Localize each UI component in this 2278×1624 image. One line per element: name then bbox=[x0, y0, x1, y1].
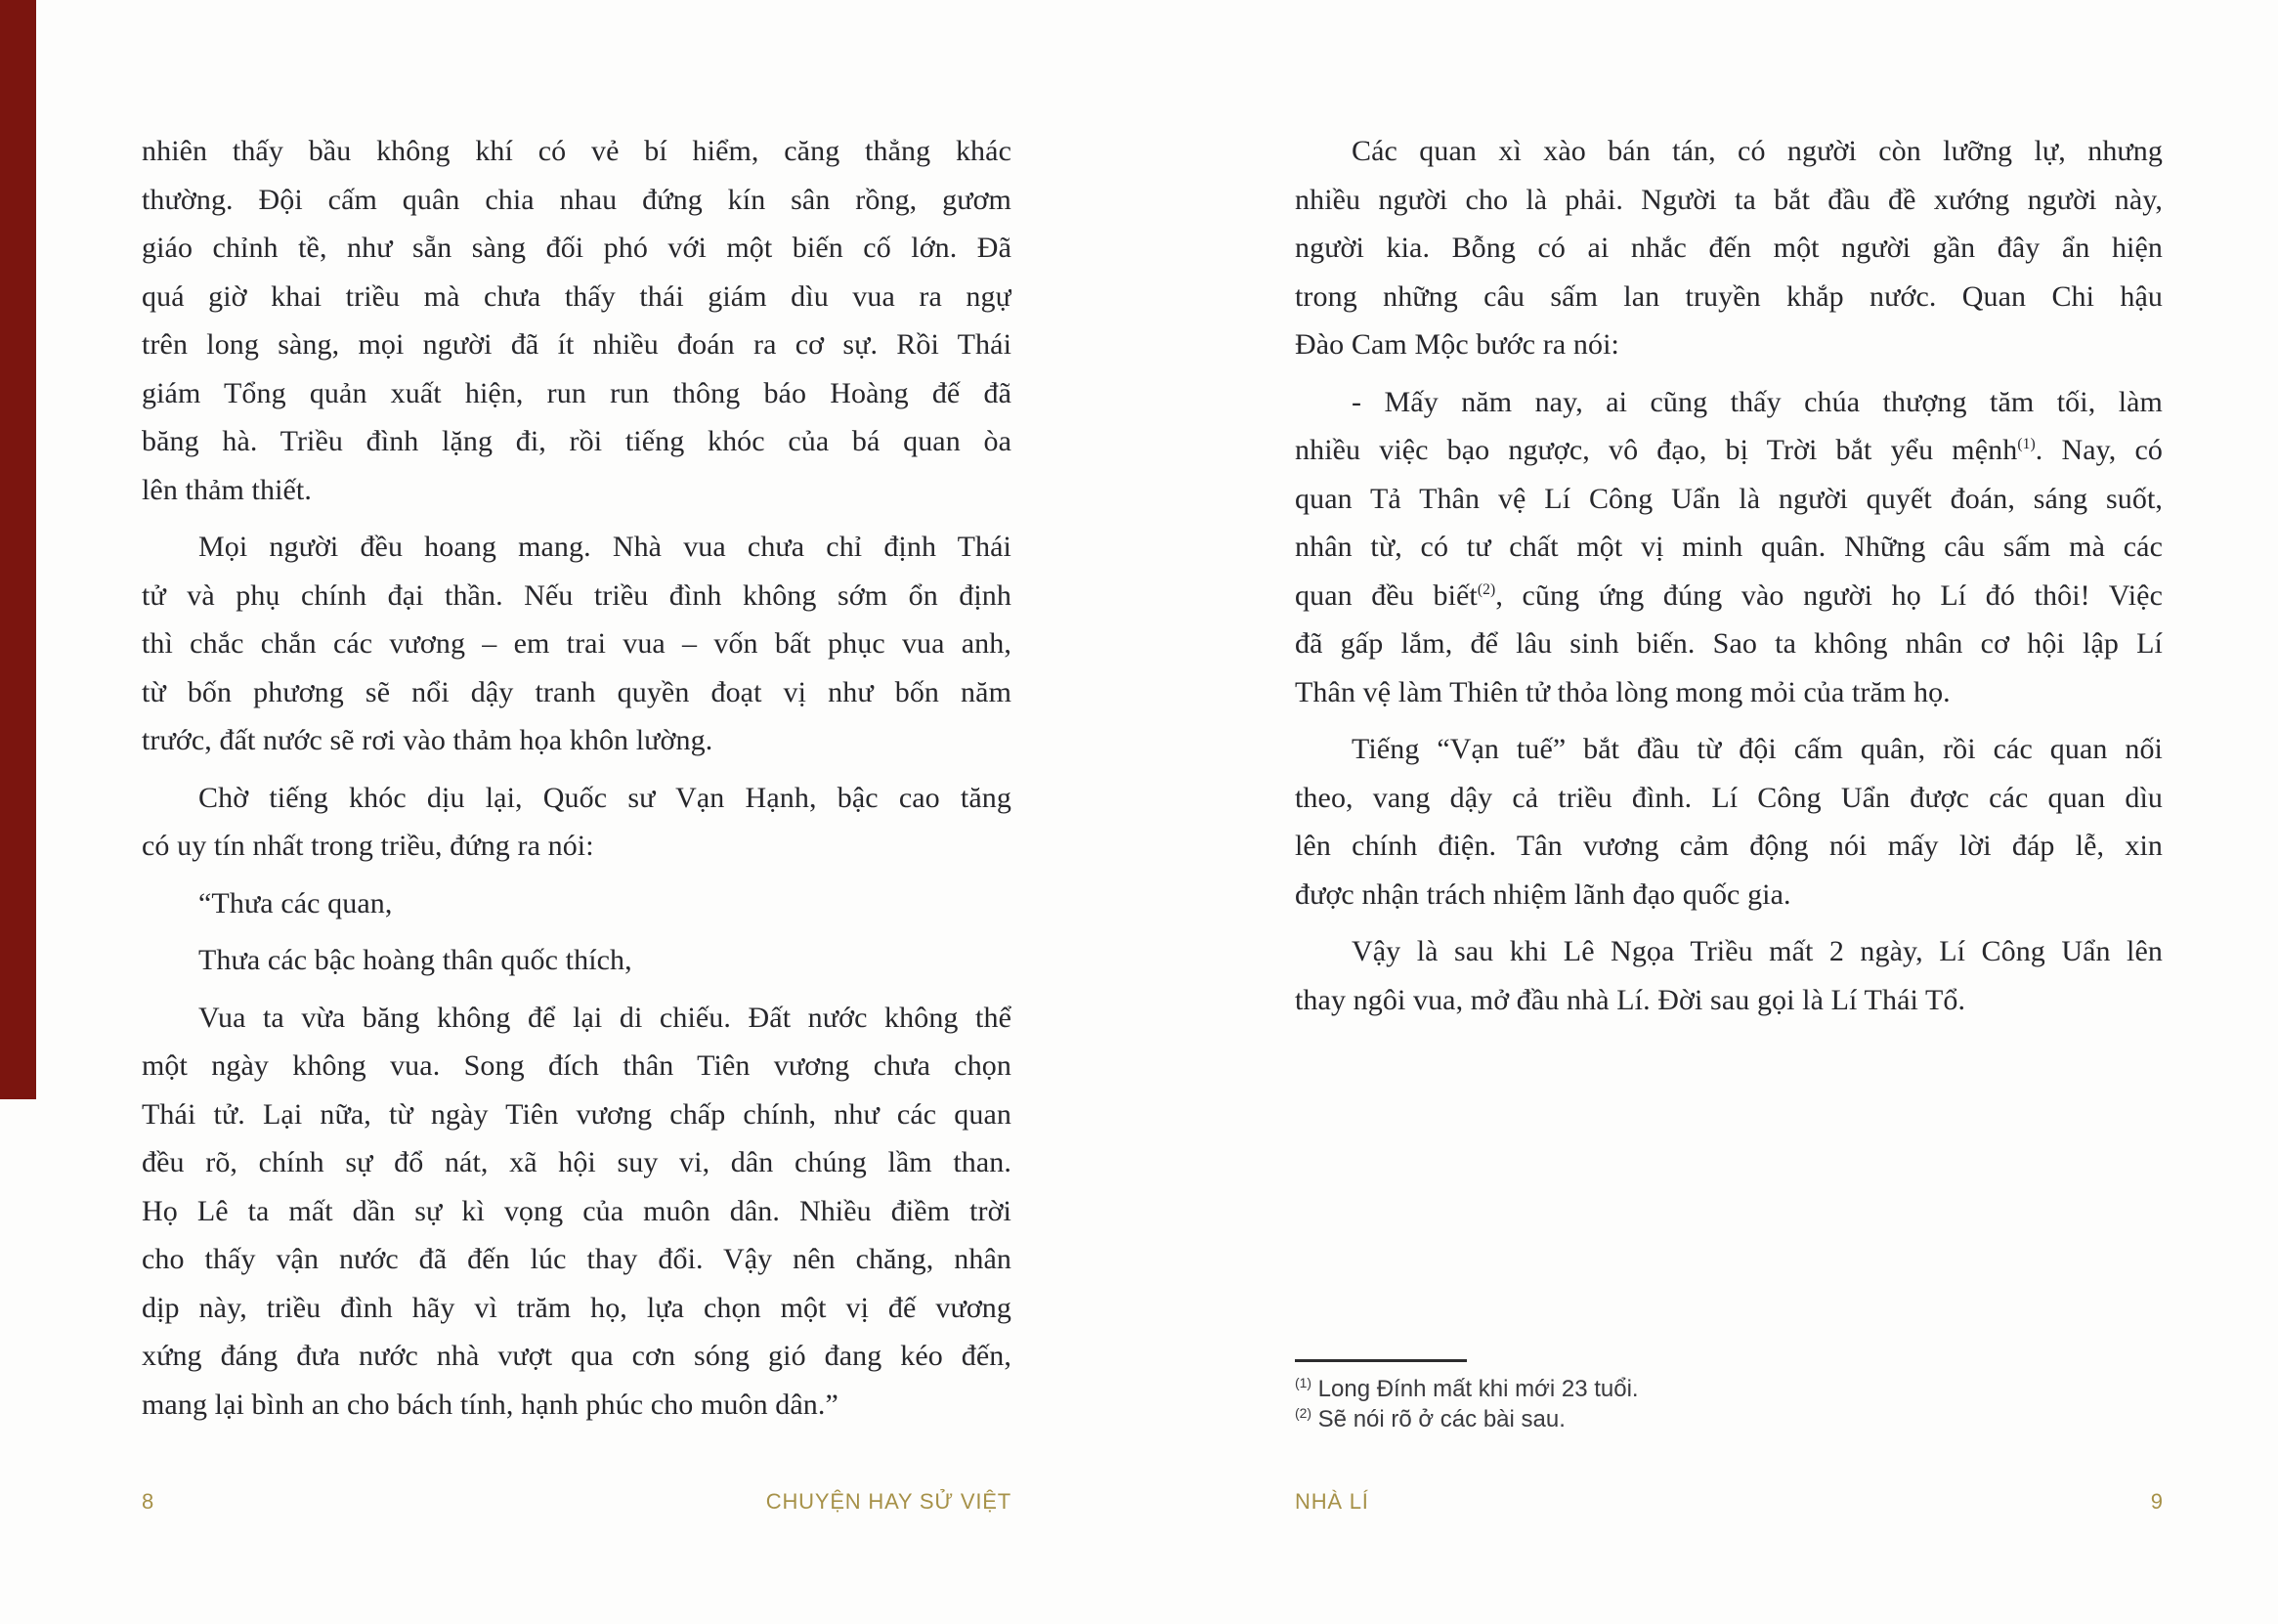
text-line: Các quan xì xào bán tán, có người còn lưỡng lự, nhưng bbox=[1352, 135, 2163, 167]
text-segment: quan đều biết bbox=[1295, 578, 1478, 612]
text-segment: , cũng ứng đúng vào người họ Lí đó thôi! Việc bbox=[1495, 578, 2163, 612]
text-line: lên chính điện. Tân vương cảm động nói mấy lời đáp lễ, xin bbox=[1295, 830, 2163, 862]
text-line: nhiên thấy bầu không khí có vẻ bí hiểm, căng thẳng khác bbox=[142, 135, 1011, 167]
text-line: xứng đáng đưa nước nhà vượt qua cơn sóng gió đang kéo đến, bbox=[142, 1340, 1011, 1372]
paragraph bbox=[142, 936, 1011, 985]
paragraph bbox=[1295, 378, 2163, 717]
text-line: dịp này, triều đình hãy vì trăm họ, lựa chọn một vị đế vương bbox=[142, 1291, 1011, 1324]
running-title-left: CHUYỆN HAY SỬ VIỆT bbox=[765, 1489, 1011, 1514]
text-line: mang lại bình an cho bách tính, hạnh phúc cho muôn dân.” bbox=[142, 1388, 838, 1421]
left-page-text bbox=[142, 127, 1011, 1429]
text-line: quan Tả Thân vệ Lí Công Uẩn là người quyết đoán, sáng suốt, bbox=[1295, 482, 2163, 515]
red-edge-stripe bbox=[0, 0, 36, 1099]
text-line: người kia. Bỗng có ai nhắc đến một người gần đây ẩn hiện bbox=[1295, 232, 2163, 264]
footnote-marker: (1) bbox=[2017, 436, 2036, 452]
paragraph bbox=[1295, 127, 2163, 369]
text-line: trên long sàng, mọi người đã ít nhiều đoán ra cơ sự. Rồi Thái bbox=[142, 328, 1011, 361]
text-line: theo, vang dậy cả triều đình. Lí Công Uẩn được các quan dìu bbox=[1295, 781, 2163, 814]
text-line: giám Tổng quản xuất hiện, run run thông báo Hoàng đế đã bbox=[142, 376, 1011, 409]
text-line: đều rõ, chính sự đổ nát, xã hội suy vi, dân chúng lầm than. bbox=[142, 1146, 1011, 1178]
text-segment: nhiều việc bạo ngược, vô đạo, bị Trời bắt yểu mệnh bbox=[1295, 434, 2018, 466]
text-line: Chờ tiếng khóc dịu lại, Quốc sư Vạn Hạnh, bậc cao tăng bbox=[198, 781, 1011, 814]
paragraph bbox=[1295, 927, 2163, 1024]
text-line: Thưa các bậc hoàng thân quốc thích, bbox=[198, 944, 632, 976]
text-line: Vua ta vừa băng không để lại di chiếu. Đất nước không thể bbox=[198, 1001, 1011, 1034]
running-title-right: NHÀ LÍ bbox=[1295, 1489, 1369, 1514]
text-line: tử và phụ chính đại thần. Nếu triều đình không sớm ổn định bbox=[142, 578, 1011, 612]
text-line: một ngày không vua. Song đích thân Tiên vương chưa chọn bbox=[142, 1049, 1011, 1082]
text-line: đã gấp lắm, để lâu sinh biến. Sao ta không nhân cơ hội lập Lí bbox=[1295, 627, 2163, 660]
text-line: cho thấy vận nước đã đến lúc thay đổi. Vậy nên chăng, nhân bbox=[142, 1243, 1011, 1275]
left-page-footer bbox=[142, 1489, 1011, 1515]
paragraph bbox=[142, 127, 1011, 514]
footnotes-block bbox=[1295, 1359, 2163, 1434]
footnote-marker: (2) bbox=[1477, 580, 1496, 598]
text-line: nhiều người cho là phải. Người ta bắt đầu đề xướng người này, bbox=[1295, 183, 2163, 216]
text-line: trong những câu sấm lan truyền khắp nước. Quan Chi hậu bbox=[1295, 279, 2163, 313]
page-number-right: 9 bbox=[2150, 1489, 2163, 1514]
footnote-rule bbox=[1295, 1359, 1467, 1362]
right-page-footer bbox=[1295, 1489, 2163, 1515]
text-line bbox=[1295, 426, 2163, 475]
text-line: thường. Đội cấm quân chia nhau đứng kín sân rồng, gươm bbox=[142, 183, 1011, 216]
footnote-list bbox=[1295, 1374, 2163, 1434]
text-line bbox=[1295, 572, 2163, 620]
text-line: “Thưa các quan, bbox=[198, 886, 393, 919]
text-line: giáo chỉnh tề, như sẵn sàng đối phó với một biến cố lớn. Đã bbox=[142, 232, 1011, 264]
text-line: băng hà. Triều đình lặng đi, rồi tiếng khóc của bá quan òa bbox=[142, 425, 1011, 457]
text-line: nhân từ, có tư chất một vị minh quân. Những câu sấm mà các bbox=[1295, 531, 2163, 563]
text-line: từ bốn phương sẽ nổi dậy tranh quyền đoạt vị như bốn năm bbox=[142, 675, 1011, 708]
text-line: được nhận trách nhiệm lãnh đạo quốc gia. bbox=[1295, 877, 1791, 911]
text-segment: Long Đính mất khi mới 23 tuổi. bbox=[1311, 1376, 1639, 1402]
text-line: có uy tín nhất trong triều, đứng ra nói: bbox=[142, 830, 594, 862]
text-line: Họ Lê ta mất dần sự kì vọng của muôn dân. Nhiều điềm trời bbox=[142, 1194, 1011, 1227]
text-line: trước, đất nước sẽ rơi vào thảm họa khôn lường. bbox=[142, 724, 713, 756]
text-segment: . Nay, có bbox=[2035, 434, 2163, 466]
right-page-text bbox=[1295, 127, 2163, 1024]
footnote bbox=[1295, 1374, 2163, 1404]
text-segment: Sẽ nói rõ ở các bài sau. bbox=[1311, 1406, 1566, 1432]
paragraph bbox=[142, 879, 1011, 928]
paragraph bbox=[142, 994, 1011, 1430]
text-line: Thân vệ làm Thiên tử thỏa lòng mong mỏi của trăm họ. bbox=[1295, 675, 1951, 708]
text-line: Đào Cam Mộc bước ra nói: bbox=[1295, 328, 1619, 361]
text-line: lên thảm thiết. bbox=[142, 473, 312, 506]
text-line: thì chắc chắn các vương – em trai vua – vốn bất phục vua anh, bbox=[142, 627, 1011, 660]
text-line: quá giờ khai triều mà chưa thấy thái giám dìu vua ra ngự bbox=[142, 279, 1011, 313]
footnote bbox=[1295, 1404, 2163, 1434]
text-line: Tiếng “Vạn tuế” bắt đầu từ đội cấm quân, rồi các quan nối bbox=[1352, 733, 2163, 765]
text-line: thay ngôi vua, mở đầu nhà Lí. Đời sau gọi là Lí Thái Tổ. bbox=[1295, 983, 1966, 1016]
paragraph bbox=[142, 523, 1011, 765]
paragraph bbox=[142, 774, 1011, 871]
text-line: - Mấy năm nay, ai cũng thấy chúa thượng tăm tối, làm bbox=[1352, 385, 2163, 418]
footnote-marker: (2) bbox=[1295, 1405, 1311, 1421]
text-line: Mọi người đều hoang mang. Nhà vua chưa chỉ định Thái bbox=[198, 531, 1011, 563]
paragraph bbox=[1295, 725, 2163, 919]
footnote-marker: (1) bbox=[1295, 1375, 1311, 1390]
text-line: Vậy là sau khi Lê Ngọa Triều mất 2 ngày, Lí Công Uẩn lên bbox=[1352, 935, 2163, 967]
page-number-left: 8 bbox=[142, 1489, 154, 1514]
text-line: Thái tử. Lại nữa, từ ngày Tiên vương chấp chính, như các quan bbox=[142, 1097, 1011, 1131]
